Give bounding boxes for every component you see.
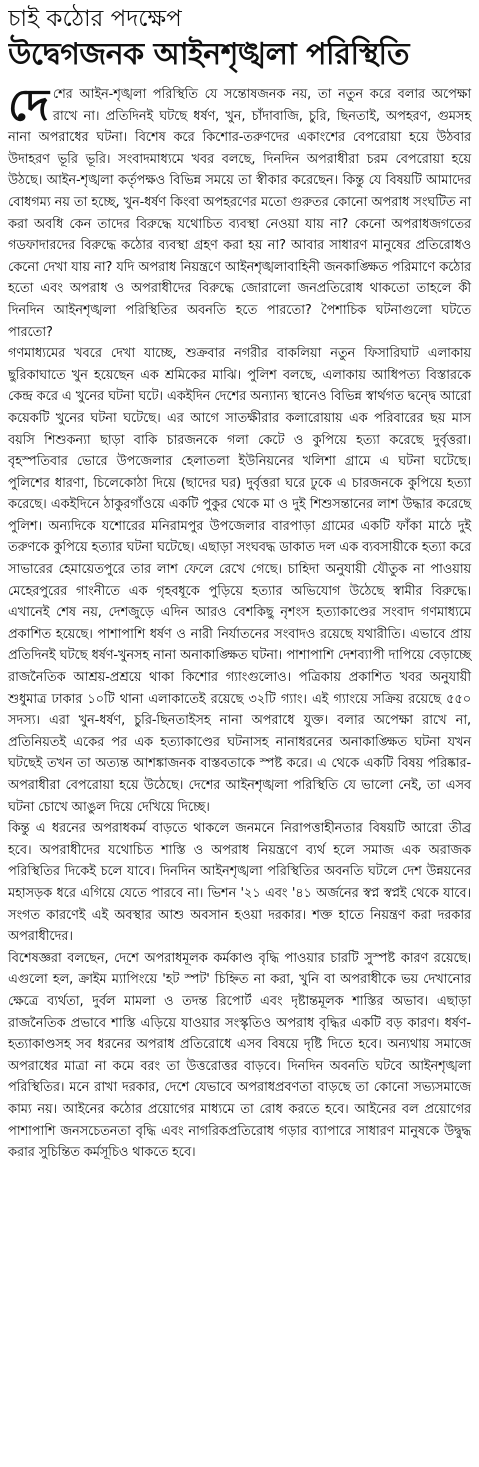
drop-cap: দে (8, 80, 49, 131)
article-body (8, 80, 471, 1164)
paragraph-4: বিশেষজ্ঞরা বলছেন, দেশে অপরাধমূলক কর্মকাণ্ড বৃদ্ধি পাওয়ার চারটি সুস্পষ্ট কারণ রয়েছে। এগুলো হল, ক্রাইম ম্যাপিংয়ে 'হট স্পট' চিহ্নিত না করা, খুনি বা অপরাধীকে ভয় দেখানোর ক্ষেত্রে ব্যর্থতা, দুর্বল মামলা ও তদন্ত রিপোর্ট এবং দৃষ্টান্তমূলক শাস্তির অভাব। এছাড়া রাজনৈতিক প্রভাবে শাস্তি এড়িয়ে যাওয়ার সংস্কৃতিও অপরাধ বৃদ্ধির একটি বড় কারণ। ধর্ষণ-হত্যাকাণ্ডসহ সব ধরনের অপরাধ প্রতিরোধে এসব বিষয়ে দৃষ্টি দিতে হবে। অন্যথায় সমাজে অপরাধের মাত্রা না কমে বরং তা উত্তরোত্তর বাড়বে। দিনদিন অবনতি ঘটবে আইনশৃঙ্খলা পরিস্থিতির। মনে রাখা দরকার, দেশে যেভাবে অপরাধপ্রবণতা বাড়ছে তা কোনো সভ্যসমাজে কাম্য নয়। আইনের কঠোর প্রয়োগের মাধ্যমে তা রোধ করতে হবে। আইনের বল প্রয়োগের পাশাপাশি জনসচেতনতা বৃদ্ধি এবং নাগরিকপ্রতিরোধ গড়ার ব্যাপারে সাধারণ মানুষকে উদ্বুদ্ধ করার সুচিন্তিত কর্মসূচিও থাকতে হবে। (8, 950, 471, 1161)
kicker-headline: চাই কঠোর পদক্ষেপ (8, 6, 182, 32)
paragraph-2: গণমাধ্যমের খবরে দেখা যাচ্ছে, শুক্রবার নগরীর বাকলিয়া নতুন ফিসারিঘাট এলাকায় ছুরিকাঘাতে খুন হয়েছেন এক শ্রমিকের মাঝি। পুলিশ বলছে, এলাকায় আধিপত্য বিস্তারকে কেন্দ্র করে এ খুনের ঘটনা ঘটে। একইদিন দেশের অন্যান্য স্থানেও বিভিন্ন স্বার্থগত দ্বন্দ্বে আরো কয়েকটি খুনের ঘটনা ঘটেছে। এর আগে সাতক্ষীরার কলারোয়ায় এক পরিবারের ছয় মাস বয়সি শিশুকন্যা ছাড়া বাকি চারজনকে গলা কেটে ও কুপিয়ে হত্যা করেছে দুর্বৃত্তরা। বৃহস্পতিবার ভোরে উপজেলার হেলাতলা ইউনিয়নের খলিশা গ্রামে এ ঘটনা ঘটেছে। পুলিশের ধারণা, চিলেকোঠা দিয়ে (ছাদের ঘর) দুর্বৃত্তরা ঘরে ঢুকে এ চারজনকে কুপিয়ে হত্যা করেছে। একইদিনে ঠাকুরগাঁওয়ে একটি পুকুর থেকে মা ও দুই শিশুসন্তানের লাশ উদ্ধার করেছে পুলিশ। অন্যদিকে যশোরের মনিরামপুর উপজেলার বারপাড়া গ্রামের একটি ফাঁকা মাঠে দুই তরুণকে কুপিয়ে হত্যার ঘটনা ঘটেছে। এছাড়া সংঘবদ্ধ ডাকাত দল এক ব্যবসায়ীকে হত্যা করে সাভারের হেমায়েতপুরে তার লাশ ফেলে রেখে গেছে। চাহিদা অনুযায়ী যৌতুক না পাওয়ায় মেহেরপুরের গাংনীতে এক গৃহবধূকে পুড়িয়ে হত্যার অভিযোগ উঠেছে স্বামীর বিরুদ্ধে। এখানেই শেষ নয়, দেশজুড়ে এদিন আরও বেশকিছু নৃশংস হত্যাকাণ্ডের সংবাদ গণমাধ্যমে প্রকাশিত হয়েছে। পাশাপাশি ধর্ষণ ও নারী নির্যাতনের সংবাদও রয়েছে যথারীতি। এভাবে প্রায় প্রতিদিনই ঘটছে ধর্ষণ-খুনসহ নানা অনাকাঙ্ক্ষিত ঘটনা। পাশাপাশি দেশব্যাপী দাপিয়ে বেড়াচ্ছে রাজনৈতিক আশ্রয়-প্রশ্রয়ে থাকা কিশোর গ্যাংগুলোও। পত্রিকায় প্রকাশিত খবর অনুযায়ী শুধুমাত্র ঢাকার ১০টি থানা এলাকাতেই রয়েছে ৩২টি গ্যাং। এই গ্যাংয়ে সক্রিয় রয়েছে ৫৫০ সদস্য। এরা খুন-ধর্ষণ, চুরি-ছিনতাইসহ নানা অপরাধে যুক্ত। বলার অপেক্ষা রাখে না, প্রতিনিয়তই একের পর এক হত্যাকাণ্ডের ঘটনাসহ নানাধরনের অনাকাঙ্ক্ষিত ঘটনা যখন ঘটছেই তখন তা অত্যন্ত আশঙ্কাজনক বাস্তবতাকে স্পষ্ট করে। এ থেকে একটি বিষয় পরিষ্কার- অপরাধীরা বেপরোয়া হয়ে উঠেছে। দেশের আইনশৃঙ্খলা পরিস্থিতি যে ভালো নেই, তা এসব ঘটনা চোখে আঙুল দিয়ে দেখিয়ে দিচ্ছে। (8, 346, 471, 815)
main-headline: উদ্বেগজনক আইনশৃঙ্খলা পরিস্থিতি (8, 37, 410, 72)
paragraph-1 (8, 80, 471, 343)
paragraph-1-text: শের আইন-শৃঙ্খলা পরিস্থিতি যে সন্তোষজনক নয়, তা নতুন করে বলার অপেক্ষা রাখে না। প্রতিদিনই ঘটছে ধর্ষণ, খুন, চাঁদাবাজি, চুরি, ছিনতাই, অপহরণ, গুমসহ নানা অপরাধের ঘটনা। বিশেষ করে কিশোর-তরুণদের একাংশের বেপরোয়া হয়ে উঠবার উদাহরণ ভূরি ভূরি। সংবাদমাধ্যমে খবর বলছে, দিনদিন অপরাধীরা চরম বেপরোয়া হয়ে উঠছে। আইন-শৃঙ্খলা কর্তৃপক্ষও বিভিন্ন সময়ে তা স্বীকার করেছেন। কিন্তু যে বিষয়টি আমাদের বোধগম্য নয় তা হচ্ছে, খুন-ধর্ষণ কিংবা অপহরণের মতো গুরুতর কোনো অপরাধ সংঘটিত না করা অবধি কেন তাদের বিরুদ্ধে যথোচিত ব্যবস্থা নেওয়া যায় না? কেনো অপরাধজগতের গডফাদারদের বিরুদ্ধে কঠোর ব্যবস্থা গ্রহণ করা হয় না? আবার সাধারণ মানুষের প্রতিরোধও কেনো দেখা যায় না? যদি অপরাধ নিয়ন্ত্রণে আইনশৃঙ্খলাবাহিনী জনকাঙ্ক্ষিত পরিমাণে কঠোর হতো এবং অপরাধ ও অপরাধীদের বিরুদ্ধে জোরালো জনপ্রতিরোধ থাকতো তাহলে কী দিনদিন আইনশৃঙ্খলা পরিস্থিতির অবনতি হতে পারতো? পৈশাচিক ঘটনাগুলো ঘটতে পারতো? (8, 87, 471, 340)
paragraph-3: কিন্তু এ ধরনের অপরাধকর্ম বাড়তে থাকলে জনমনে নিরাপত্তাহীনতার বিষয়টি আরো তীব্র হবে। অপরাধীদের যথোচিত শাস্তি ও অপরাধ নিয়ন্ত্রণে ব্যর্থ হলে সমাজ এক অরাজক পরিস্থিতির দিকেই চলে যাবে। দিনদিন আইনশৃঙ্খলা পরিস্থিতির অবনতি ঘটলে দেশ উন্নয়নের মহাসড়ক ধরে এগিয়ে যেতে পারবে না। ভিশন '২১ এবং '৪১ অর্জনের স্বপ্ন স্বপ্নই থেকে যাবে। সংগত কারণেই এই অবস্থার আশু অবসান হওয়া দরকার। শক্ত হাতে নিয়ন্ত্রণ করা দরকার অপরাধীদের। (8, 821, 471, 945)
newspaper-editorial (8, 4, 471, 1164)
